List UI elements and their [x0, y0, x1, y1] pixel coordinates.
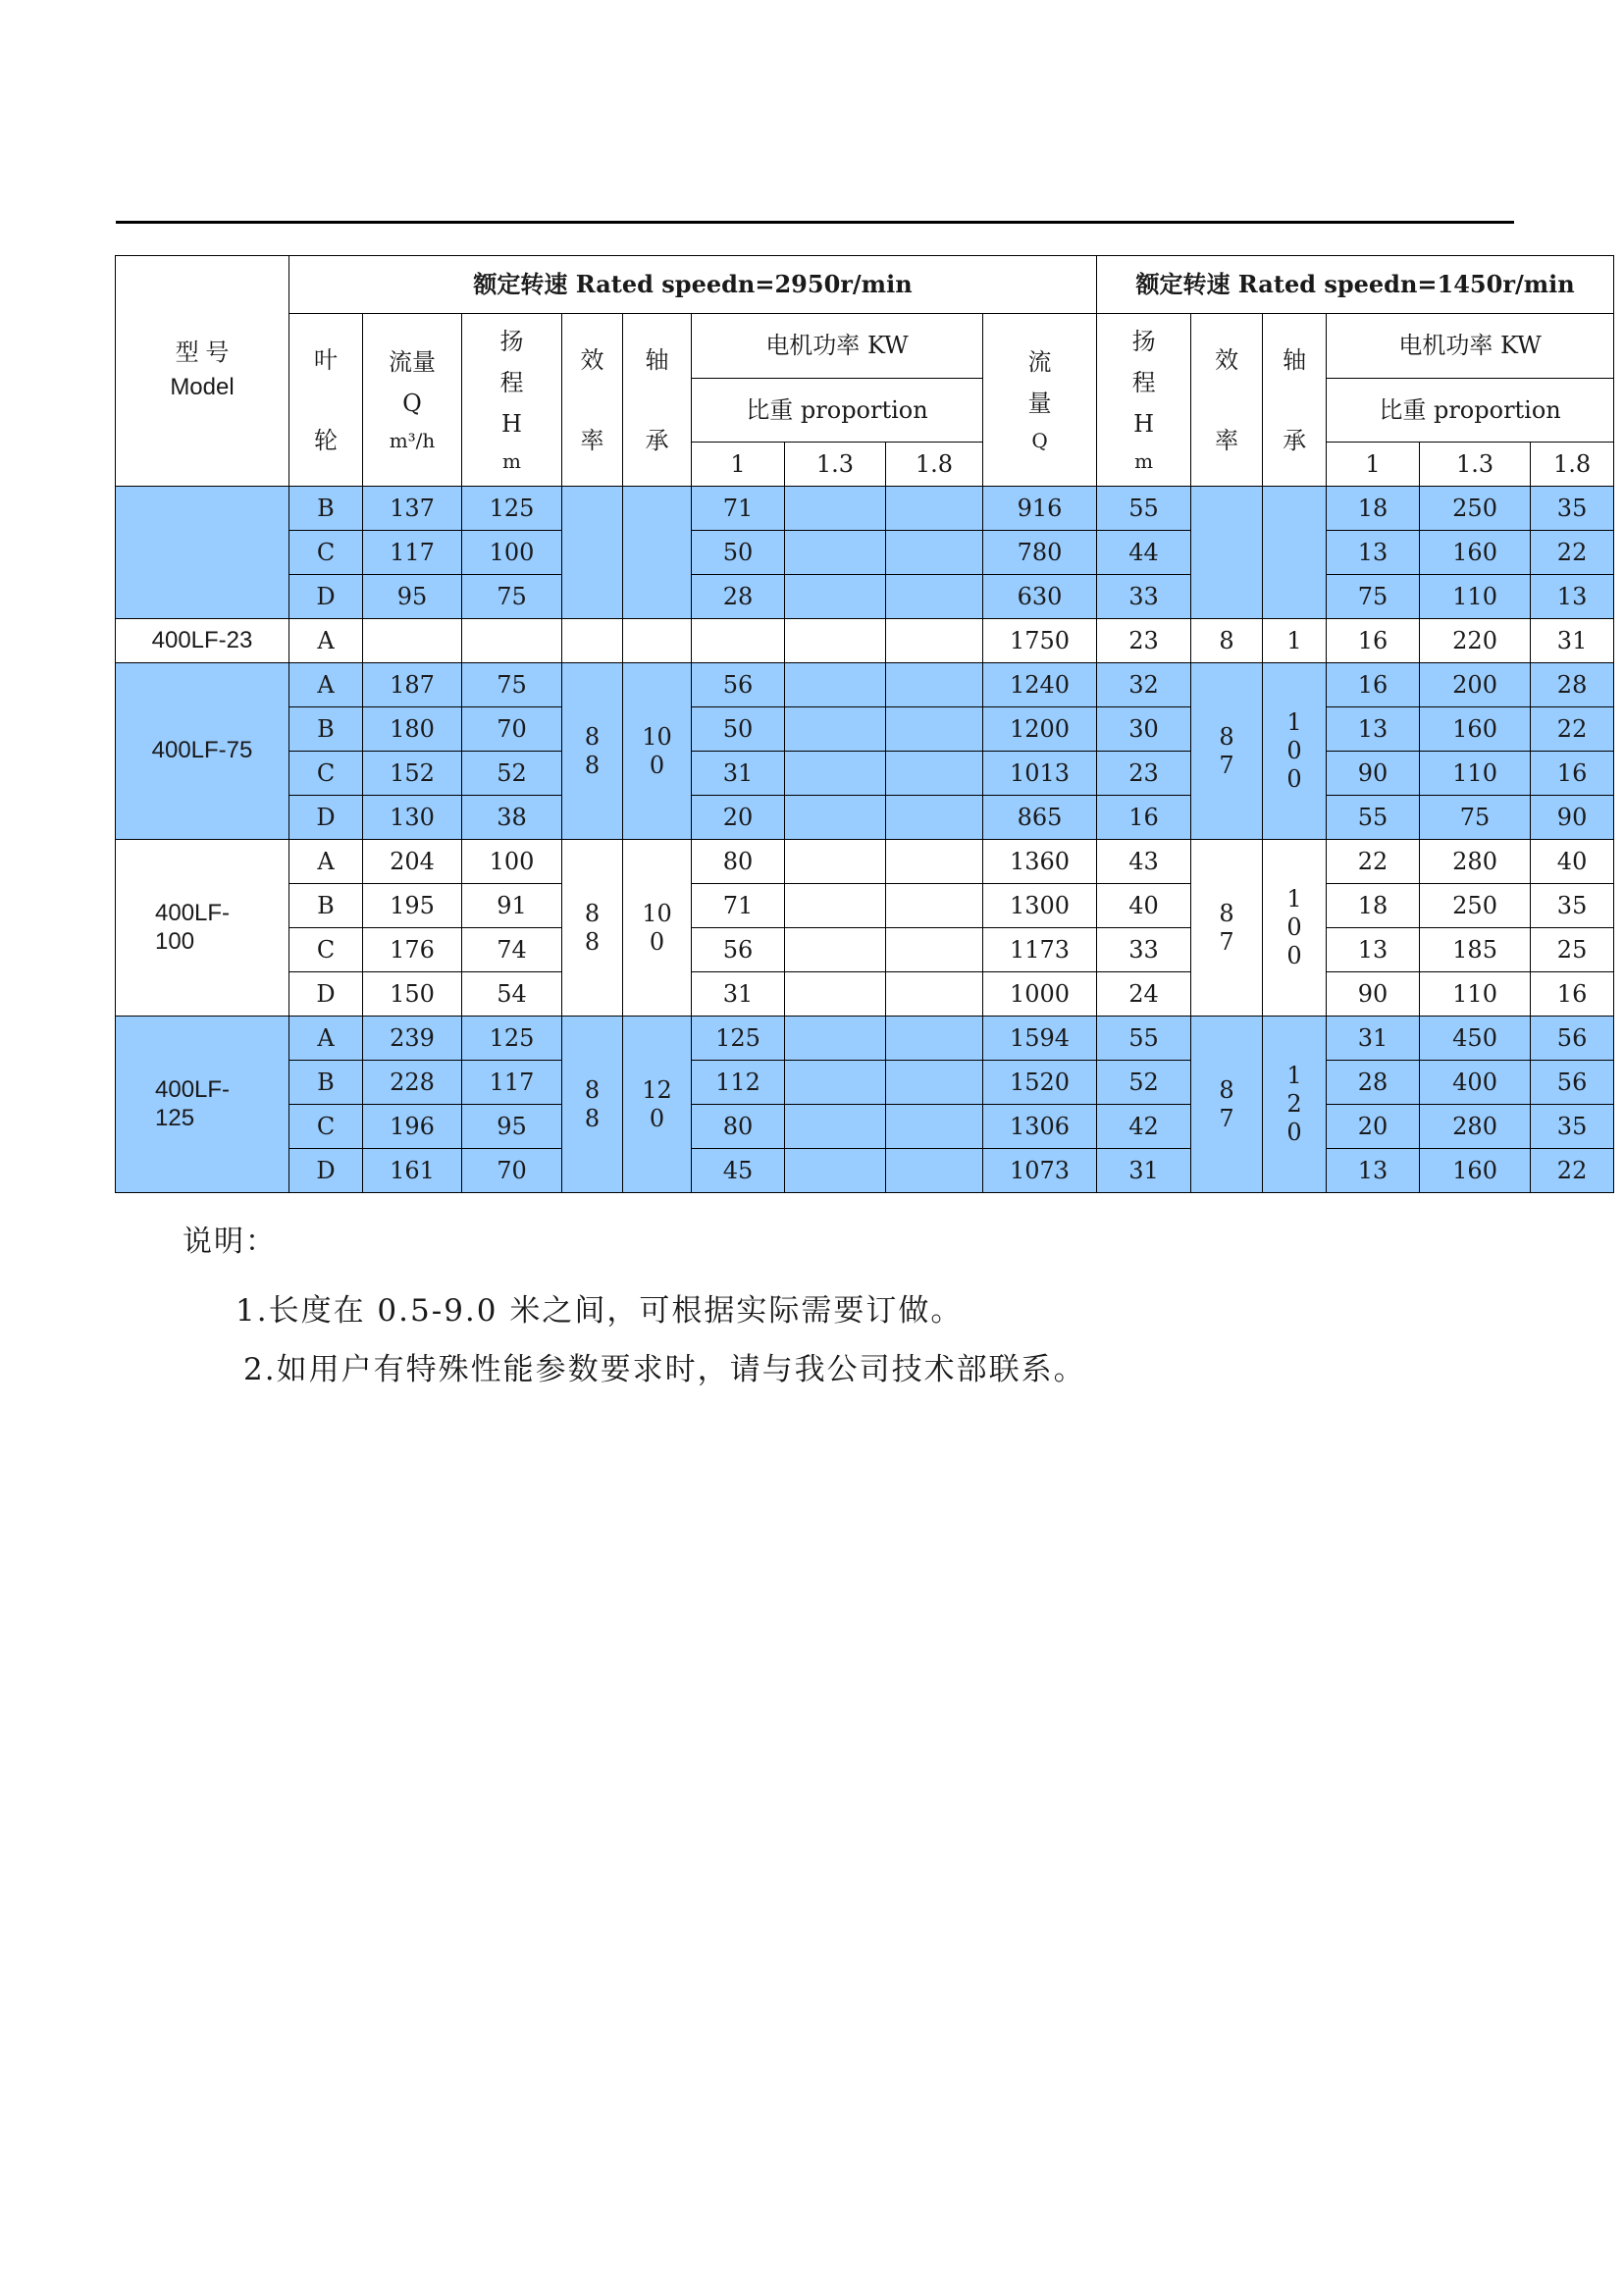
- bearing-1450-cell: 1: [1263, 619, 1327, 663]
- power-1450-1: 16: [1327, 663, 1420, 707]
- model-cell: 400LF- 125: [116, 1017, 289, 1193]
- flow-2950-cell: 117: [363, 531, 462, 575]
- power-1450-1-8: 35: [1531, 884, 1614, 928]
- power-2950-1-8: [886, 972, 983, 1017]
- power-2950-1-8: [886, 531, 983, 575]
- impeller-cell: A: [289, 619, 363, 663]
- table-row: [116, 752, 1614, 796]
- power-2950-1-8: [886, 575, 983, 619]
- flow-2950-cell: 152: [363, 752, 462, 796]
- head-2950-cell: 70: [462, 1149, 562, 1193]
- power-1450-1-3: 110: [1420, 575, 1531, 619]
- head-1450-cell: 43: [1097, 840, 1191, 884]
- power-2950-1-3: [785, 1105, 886, 1149]
- table-row: [116, 575, 1614, 619]
- head-2950-header: 扬 程 H m: [462, 314, 562, 487]
- power-1450-1-8: 35: [1531, 487, 1614, 531]
- power-2950-1: 56: [692, 663, 785, 707]
- power-1450-1-8: 56: [1531, 1061, 1614, 1105]
- flow-1450-cell: 1520: [983, 1061, 1097, 1105]
- head-1450-cell: 32: [1097, 663, 1191, 707]
- head-1450-cell: 31: [1097, 1149, 1191, 1193]
- bearing-1450-cell: 1 2 0: [1263, 1017, 1327, 1193]
- head-2950-cell: 100: [462, 531, 562, 575]
- bearing-1450-cell: 1 0 0: [1263, 663, 1327, 840]
- head-1450-cell: 24: [1097, 972, 1191, 1017]
- power-2950-1-3: [785, 884, 886, 928]
- power-2950-1: 71: [692, 884, 785, 928]
- proportion-1450-header: 比重 proportion: [1327, 379, 1614, 443]
- power-1450-1-8: 90: [1531, 796, 1614, 840]
- table-row: [116, 884, 1614, 928]
- head-1450-cell: 40: [1097, 884, 1191, 928]
- power-1450-1-3: 250: [1420, 884, 1531, 928]
- power-1450-1-3: 110: [1420, 752, 1531, 796]
- bearing-2950-cell: 10 0: [623, 840, 692, 1017]
- flow-1450-cell: 1360: [983, 840, 1097, 884]
- flow-2950-cell: 161: [363, 1149, 462, 1193]
- flow-1450-cell: 1200: [983, 707, 1097, 752]
- speed-2950-header: 额定转速 Rated speedn=2950r/min: [289, 256, 1097, 314]
- power-1450-1-8: 28: [1531, 663, 1614, 707]
- power-2950-1-3: [785, 1017, 886, 1061]
- head-2950-cell: 38: [462, 796, 562, 840]
- power-2950-1-3: [785, 575, 886, 619]
- note-item-1: 1.长度在 0.5-9.0 米之间，可根据实际需要订做。: [236, 1293, 964, 1329]
- power-1450-1: 13: [1327, 531, 1420, 575]
- model-cell: [116, 487, 289, 619]
- efficiency-2950-cell: [562, 619, 623, 663]
- power-2950-1: 28: [692, 575, 785, 619]
- head-1450-header: 扬 程 H m: [1097, 314, 1191, 487]
- flow-1450-cell: 780: [983, 531, 1097, 575]
- power-2950-1-8: [886, 619, 983, 663]
- power-2950-1-3: [785, 707, 886, 752]
- power-1450-1-3: 200: [1420, 663, 1531, 707]
- power-2950-1: 125: [692, 1017, 785, 1061]
- table-row: [116, 1105, 1614, 1149]
- power-2950-1: 80: [692, 840, 785, 884]
- efficiency-1450-cell: 8: [1191, 619, 1263, 663]
- impeller-cell: C: [289, 1105, 363, 1149]
- flow-2950-cell: 204: [363, 840, 462, 884]
- impeller-cell: C: [289, 752, 363, 796]
- power-2950-1-3: [785, 531, 886, 575]
- flow-1450-cell: 916: [983, 487, 1097, 531]
- table-row: [116, 487, 1614, 531]
- table-row: [116, 1149, 1614, 1193]
- efficiency-1450-cell: 8 7: [1191, 840, 1263, 1017]
- power-1450-1-3: 280: [1420, 840, 1531, 884]
- table-row: [116, 972, 1614, 1017]
- speed-1450-header: 额定转速 Rated speedn=1450r/min: [1097, 256, 1614, 314]
- flow-1450-cell: 1750: [983, 619, 1097, 663]
- power-1450-1-8: 13: [1531, 575, 1614, 619]
- impeller-cell: A: [289, 1017, 363, 1061]
- power-1450-1-3: 110: [1420, 972, 1531, 1017]
- motor-2950-header: 电机功率 KW: [692, 314, 983, 379]
- flow-1450-cell: 1594: [983, 1017, 1097, 1061]
- power-2950-1-3: [785, 663, 886, 707]
- head-2950-cell: 52: [462, 752, 562, 796]
- head-2950-cell: 125: [462, 1017, 562, 1061]
- flow-2950-cell: 228: [363, 1061, 462, 1105]
- power-1450-1-8: 22: [1531, 707, 1614, 752]
- power-1450-1: 90: [1327, 972, 1420, 1017]
- power-2950-1-8: [886, 707, 983, 752]
- efficiency-2950-cell: 8 8: [562, 840, 623, 1017]
- head-1450-cell: 55: [1097, 1017, 1191, 1061]
- table-row: [116, 663, 1614, 707]
- flow-2950-cell: 150: [363, 972, 462, 1017]
- impeller-cell: B: [289, 1061, 363, 1105]
- power-2950-1: 20: [692, 796, 785, 840]
- proportion-1450-1-3: 1.3: [1420, 443, 1531, 487]
- power-1450-1-3: 450: [1420, 1017, 1531, 1061]
- power-1450-1: 13: [1327, 707, 1420, 752]
- model-header-en: Model: [170, 374, 235, 400]
- impeller-cell: A: [289, 840, 363, 884]
- table-row: [116, 1061, 1614, 1105]
- impeller-cell: C: [289, 928, 363, 972]
- power-2950-1-3: [785, 752, 886, 796]
- impeller-cell: D: [289, 1149, 363, 1193]
- power-1450-1: 22: [1327, 840, 1420, 884]
- flow-1450-cell: 1013: [983, 752, 1097, 796]
- power-2950-1-8: [886, 928, 983, 972]
- power-1450-1-3: 160: [1420, 531, 1531, 575]
- efficiency-2950-cell: 8 8: [562, 1017, 623, 1193]
- power-2950-1-3: [785, 796, 886, 840]
- efficiency-1450-cell: 8 7: [1191, 1017, 1263, 1193]
- power-2950-1: 56: [692, 928, 785, 972]
- note-item-2: 2.如用户有特殊性能参数要求时，请与我公司技术部联系。: [243, 1352, 1086, 1387]
- power-1450-1: 13: [1327, 928, 1420, 972]
- model-cell: 400LF-23: [116, 619, 289, 663]
- head-1450-cell: 44: [1097, 531, 1191, 575]
- table-row: [116, 928, 1614, 972]
- flow-2950-cell: 137: [363, 487, 462, 531]
- flow-2950-cell: 187: [363, 663, 462, 707]
- head-2950-cell: 95: [462, 1105, 562, 1149]
- power-2950-1: 112: [692, 1061, 785, 1105]
- efficiency-1450-cell: [1191, 487, 1263, 619]
- bearing-2950-header: 轴 承: [623, 314, 692, 487]
- flow-2950-header: 流量 Q m³/h: [363, 314, 462, 487]
- power-2950-1: 50: [692, 707, 785, 752]
- power-2950-1-8: [886, 840, 983, 884]
- efficiency-1450-header: 效 率: [1191, 314, 1263, 487]
- power-2950-1-3: [785, 619, 886, 663]
- efficiency-2950-cell: [562, 487, 623, 619]
- flow-1450-cell: 1306: [983, 1105, 1097, 1149]
- head-1450-cell: 16: [1097, 796, 1191, 840]
- power-1450-1: 16: [1327, 619, 1420, 663]
- flow-2950-cell: 195: [363, 884, 462, 928]
- flow-2950-cell: 130: [363, 796, 462, 840]
- bearing-2950-cell: [623, 619, 692, 663]
- head-2950-cell: 117: [462, 1061, 562, 1105]
- motor-1450-header: 电机功率 KW: [1327, 314, 1614, 379]
- header-rule: [116, 221, 1514, 224]
- proportion-1450-1-8: 1.8: [1531, 443, 1614, 487]
- power-1450-1-8: 25: [1531, 928, 1614, 972]
- power-2950-1-8: [886, 884, 983, 928]
- flow-2950-cell: 176: [363, 928, 462, 972]
- power-2950-1: 80: [692, 1105, 785, 1149]
- bearing-1450-cell: [1263, 487, 1327, 619]
- impeller-cell: D: [289, 972, 363, 1017]
- flow-1450-cell: 1240: [983, 663, 1097, 707]
- power-2950-1-3: [785, 840, 886, 884]
- flow-2950-cell: [363, 619, 462, 663]
- impeller-cell: D: [289, 796, 363, 840]
- flow-1450-cell: 865: [983, 796, 1097, 840]
- proportion-2950-1-8: 1.8: [886, 443, 983, 487]
- power-1450-1-3: 160: [1420, 1149, 1531, 1193]
- power-2950-1-8: [886, 796, 983, 840]
- power-1450-1-3: 160: [1420, 707, 1531, 752]
- efficiency-2950-cell: 8 8: [562, 663, 623, 840]
- power-1450-1-3: 250: [1420, 487, 1531, 531]
- flow-1450-cell: 630: [983, 575, 1097, 619]
- head-1450-cell: 33: [1097, 575, 1191, 619]
- power-2950-1: 31: [692, 752, 785, 796]
- power-2950-1-3: [785, 487, 886, 531]
- power-1450-1-8: 16: [1531, 972, 1614, 1017]
- power-2950-1-3: [785, 1061, 886, 1105]
- power-2950-1-8: [886, 752, 983, 796]
- power-1450-1-8: 22: [1531, 531, 1614, 575]
- table-row: [116, 796, 1614, 840]
- power-2950-1-8: [886, 1061, 983, 1105]
- bearing-2950-cell: 12 0: [623, 1017, 692, 1193]
- power-2950-1: 50: [692, 531, 785, 575]
- table-row: [116, 531, 1614, 575]
- power-1450-1: 18: [1327, 487, 1420, 531]
- power-1450-1: 55: [1327, 796, 1420, 840]
- proportion-1450-1: 1: [1327, 443, 1420, 487]
- head-2950-cell: 100: [462, 840, 562, 884]
- impeller-cell: B: [289, 707, 363, 752]
- head-2950-cell: 75: [462, 663, 562, 707]
- head-2950-cell: 74: [462, 928, 562, 972]
- head-2950-cell: 91: [462, 884, 562, 928]
- power-1450-1-8: 16: [1531, 752, 1614, 796]
- head-2950-cell: 54: [462, 972, 562, 1017]
- power-1450-1: 20: [1327, 1105, 1420, 1149]
- model-cell: 400LF- 100: [116, 840, 289, 1017]
- head-2950-cell: 70: [462, 707, 562, 752]
- impeller-header: 叶 轮: [289, 314, 363, 487]
- flow-2950-cell: 180: [363, 707, 462, 752]
- notes-title: 说明：: [183, 1225, 277, 1259]
- efficiency-2950-header: 效 率: [562, 314, 623, 487]
- flow-1450-cell: 1073: [983, 1149, 1097, 1193]
- head-1450-cell: 33: [1097, 928, 1191, 972]
- power-1450-1-3: 280: [1420, 1105, 1531, 1149]
- power-1450-1: 13: [1327, 1149, 1420, 1193]
- flow-1450-header: 流 量 Q: [983, 314, 1097, 487]
- power-2950-1: 45: [692, 1149, 785, 1193]
- table-row: [116, 619, 1614, 663]
- power-1450-1-3: 400: [1420, 1061, 1531, 1105]
- model-header: [116, 256, 289, 487]
- proportion-2950-1-3: 1.3: [785, 443, 886, 487]
- power-1450-1-3: 220: [1420, 619, 1531, 663]
- bearing-1450-header: 轴 承: [1263, 314, 1327, 487]
- head-2950-cell: 75: [462, 575, 562, 619]
- flow-2950-cell: 95: [363, 575, 462, 619]
- flow-1450-cell: 1000: [983, 972, 1097, 1017]
- impeller-cell: B: [289, 487, 363, 531]
- power-1450-1: 31: [1327, 1017, 1420, 1061]
- power-1450-1: 28: [1327, 1061, 1420, 1105]
- impeller-cell: A: [289, 663, 363, 707]
- head-1450-cell: 52: [1097, 1061, 1191, 1105]
- head-2950-cell: 125: [462, 487, 562, 531]
- flow-2950-cell: 239: [363, 1017, 462, 1061]
- proportion-2950-1: 1: [692, 443, 785, 487]
- impeller-cell: B: [289, 884, 363, 928]
- table-row: [116, 707, 1614, 752]
- head-1450-cell: 42: [1097, 1105, 1191, 1149]
- efficiency-1450-cell: 8 7: [1191, 663, 1263, 840]
- head-1450-cell: 30: [1097, 707, 1191, 752]
- bearing-2950-cell: [623, 487, 692, 619]
- power-1450-1: 18: [1327, 884, 1420, 928]
- power-2950-1: 31: [692, 972, 785, 1017]
- power-2950-1-8: [886, 487, 983, 531]
- flow-2950-cell: 196: [363, 1105, 462, 1149]
- power-2950-1-8: [886, 1149, 983, 1193]
- power-1450-1-8: 22: [1531, 1149, 1614, 1193]
- impeller-cell: C: [289, 531, 363, 575]
- power-1450-1-3: 75: [1420, 796, 1531, 840]
- head-2950-cell: [462, 619, 562, 663]
- model-header-cn: 型 号: [175, 339, 230, 367]
- flow-2950-unit: m³/h: [389, 429, 436, 452]
- power-1450-1-8: 31: [1531, 619, 1614, 663]
- performance-table: [115, 255, 1614, 1193]
- power-2950-1-8: [886, 1105, 983, 1149]
- power-1450-1-8: 35: [1531, 1105, 1614, 1149]
- power-1450-1-8: 40: [1531, 840, 1614, 884]
- head-1450-cell: 23: [1097, 619, 1191, 663]
- flow-1450-cell: 1173: [983, 928, 1097, 972]
- flow-1450-cell: 1300: [983, 884, 1097, 928]
- power-1450-1-3: 185: [1420, 928, 1531, 972]
- proportion-2950-header: 比重 proportion: [692, 379, 983, 443]
- head-1450-cell: 23: [1097, 752, 1191, 796]
- table-row: [116, 1017, 1614, 1061]
- power-1450-1: 75: [1327, 575, 1420, 619]
- power-2950-1-3: [785, 1149, 886, 1193]
- power-2950-1: 71: [692, 487, 785, 531]
- power-1450-1-8: 56: [1531, 1017, 1614, 1061]
- bearing-2950-cell: 10 0: [623, 663, 692, 840]
- power-1450-1: 90: [1327, 752, 1420, 796]
- model-cell: 400LF-75: [116, 663, 289, 840]
- bearing-1450-cell: 1 0 0: [1263, 840, 1327, 1017]
- power-2950-1-3: [785, 972, 886, 1017]
- power-2950-1-8: [886, 663, 983, 707]
- table-row: [116, 840, 1614, 884]
- power-2950-1-8: [886, 1017, 983, 1061]
- impeller-cell: D: [289, 575, 363, 619]
- power-2950-1: [692, 619, 785, 663]
- power-2950-1-3: [785, 928, 886, 972]
- head-1450-cell: 55: [1097, 487, 1191, 531]
